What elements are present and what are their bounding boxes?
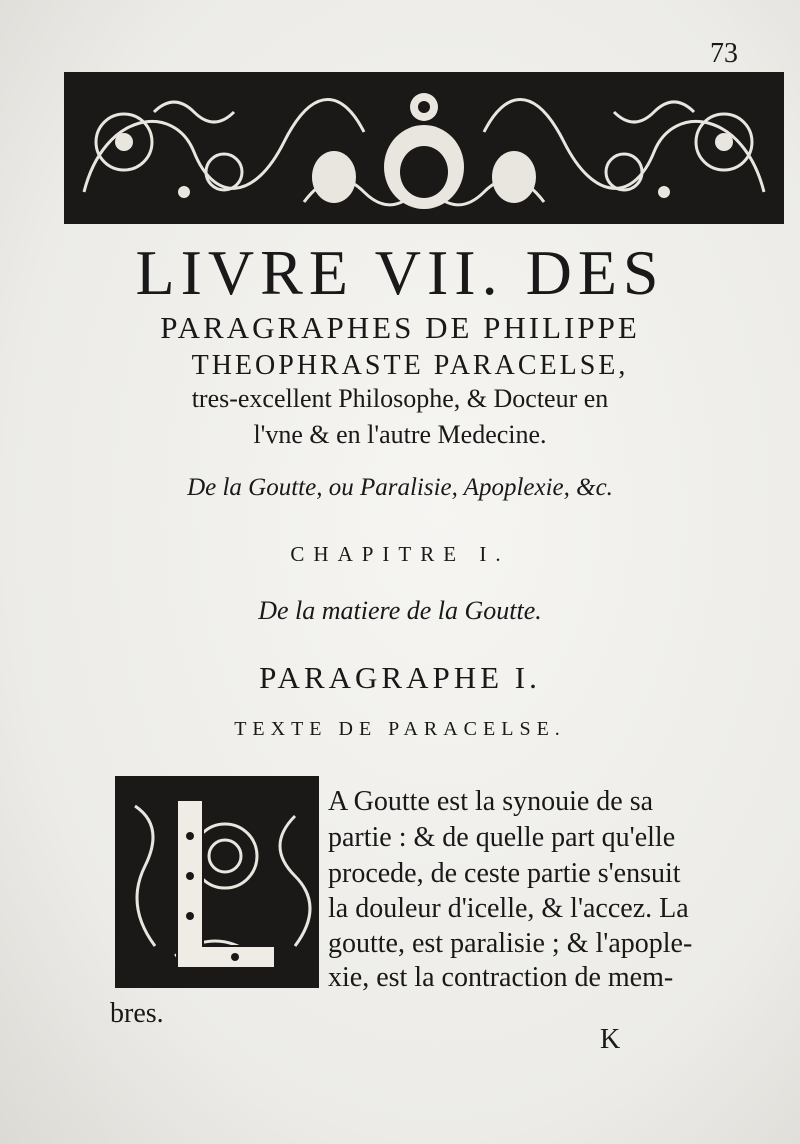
title-line-2: PARAGRAPHES DE PHILIPPE	[160, 310, 640, 345]
title-line-4: tres-excellent Philosophe, & Docteur en	[191, 384, 609, 413]
title-line-5: l'vne & en l'autre Medecine.	[253, 420, 547, 449]
body-line-6: xie, est la contraction de mem-	[328, 962, 674, 993]
chapter-heading: CHAPITRE I.	[290, 542, 510, 566]
body-line-4: la douleur d'icelle, & l'accez. La	[328, 893, 689, 924]
subtitle: De la Goutte, ou Paralisie, Apoplexie, &c.	[187, 474, 613, 501]
decorated-initial-L	[115, 776, 319, 988]
section-heading: TEXTE DE PARACELSE.	[234, 718, 566, 740]
paragraph-heading: PARAGRAPHE I.	[259, 660, 541, 695]
page-number: 73	[710, 38, 738, 69]
body-line-5: goutte, est paralisie ; & l'apople-	[328, 928, 693, 959]
body-line-7: bres.	[110, 998, 164, 1029]
chapter-title: De la matiere de la Goutte.	[258, 596, 542, 625]
ornamental-headpiece	[64, 72, 784, 224]
title-line-1: LIVRE VII. DES	[135, 237, 665, 308]
body-line-1: A Goutte est la synouie de sa	[328, 786, 654, 817]
body-line-3: procede, de ceste partie s'ensuit	[328, 858, 681, 889]
signature-mark: K	[600, 1024, 621, 1055]
title-line-3: THEOPHRASTE PARACELSE,	[191, 350, 629, 381]
body-line-2: partie : & de quelle part qu'elle	[328, 822, 676, 853]
